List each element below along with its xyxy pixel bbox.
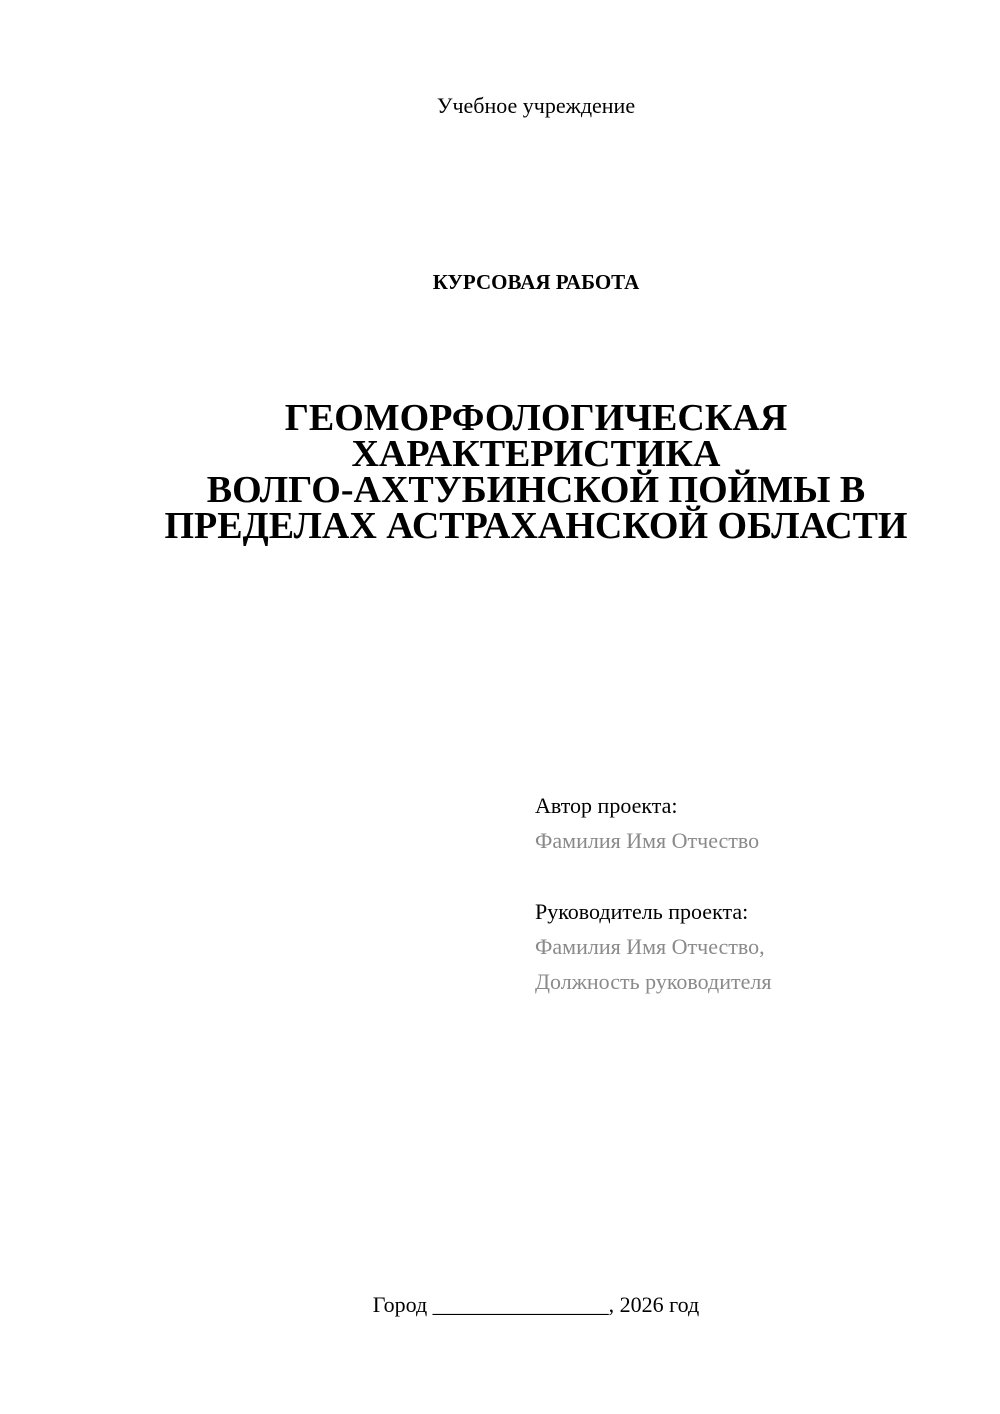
authors-block [535, 788, 975, 999]
author-label: Автор проекта: [535, 793, 678, 818]
document-title [100, 397, 972, 547]
title-line: ВОЛГО-АХТУБИНСКОЙ ПОЙМЫ В [206, 469, 866, 511]
author-name: Фамилия Имя Отчество [535, 828, 760, 853]
title-line: ХАРАКТЕРИСТИКА [351, 433, 721, 475]
title-line: ПРЕДЕЛАХ АСТРАХАНСКОЙ ОБЛАСТИ [164, 505, 908, 547]
document-type: КУРСОВАЯ РАБОТА [432, 270, 640, 294]
supervisor-position: Должность руководителя [535, 969, 772, 994]
title-line: ГЕОМОРФОЛОГИЧЕСКАЯ [284, 397, 788, 439]
city-year: Город ________________, 2026 год [372, 1292, 700, 1317]
supervisor-name: Фамилия Имя Отчество, [535, 934, 765, 959]
authors-spacer [535, 858, 975, 894]
supervisor-label: Руководитель проекта: [535, 899, 749, 924]
institution-name: Учебное учреждение [436, 93, 636, 118]
